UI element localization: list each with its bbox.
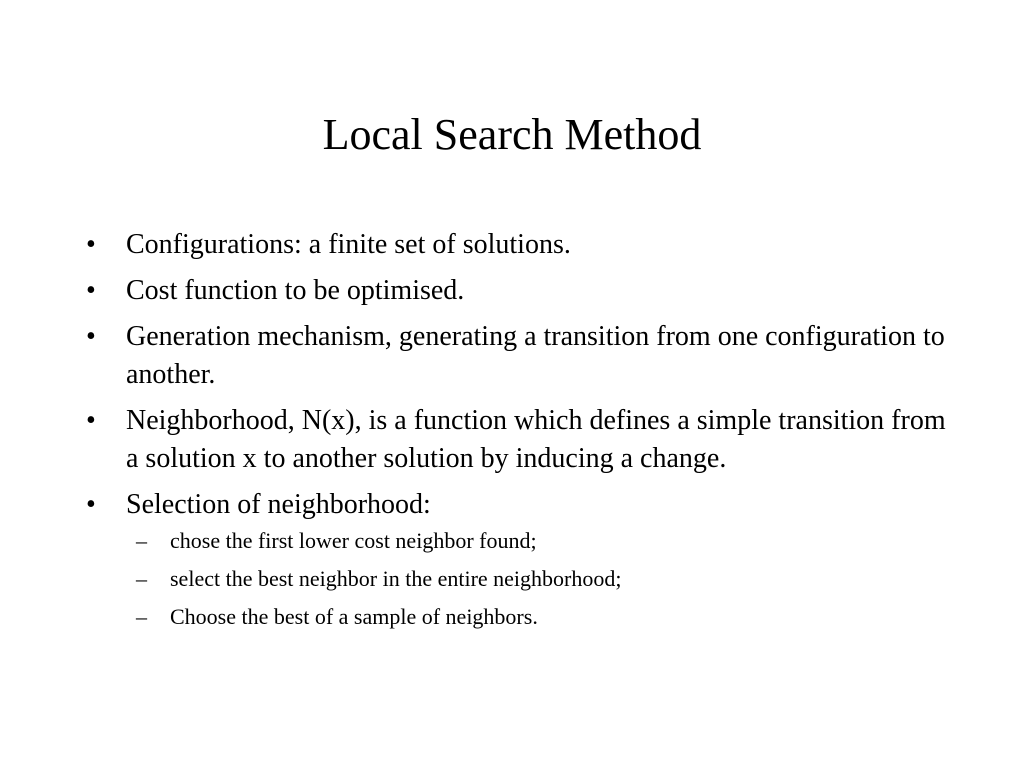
bullet-list xyxy=(86,226,956,640)
bullet-item xyxy=(86,318,956,394)
bullet-mark: • xyxy=(86,321,96,352)
bullet-text: Selection of neighborhood: xyxy=(126,489,431,520)
sub-bullet-text: Choose the best of a sample of neighbors. xyxy=(170,604,538,629)
sub-bullet-mark: – xyxy=(136,604,147,629)
sub-bullet-item xyxy=(126,564,956,594)
sub-bullet-mark: – xyxy=(136,528,147,553)
sub-bullet-text: chose the first lower cost neighbor found; xyxy=(170,528,537,553)
bullet-item xyxy=(86,272,956,310)
bullet-mark: • xyxy=(86,275,96,306)
bullet-mark: • xyxy=(86,405,96,436)
bullet-text: Neighborhood, N(x), is a function which defines a simple transition from a solution x to another solution by inducing a change. xyxy=(126,405,946,474)
bullet-item xyxy=(86,486,956,632)
bullet-mark: • xyxy=(86,489,96,520)
bullet-text: Generation mechanism, generating a transition from one configuration to another. xyxy=(126,321,945,390)
bullet-text: Configurations: a finite set of solutions. xyxy=(126,229,571,260)
bullet-text: Cost function to be optimised. xyxy=(126,275,465,306)
bullet-item xyxy=(86,402,956,478)
sub-bullet-list xyxy=(126,526,956,632)
bullet-mark: • xyxy=(86,229,96,260)
bullet-item xyxy=(86,226,956,264)
sub-bullet-mark: – xyxy=(136,566,147,591)
sub-bullet-item xyxy=(126,602,956,632)
slide-title: Local Search Method xyxy=(322,110,702,159)
sub-bullet-text: select the best neighbor in the entire neighborhood; xyxy=(170,566,622,591)
sub-bullet-item xyxy=(126,526,956,556)
